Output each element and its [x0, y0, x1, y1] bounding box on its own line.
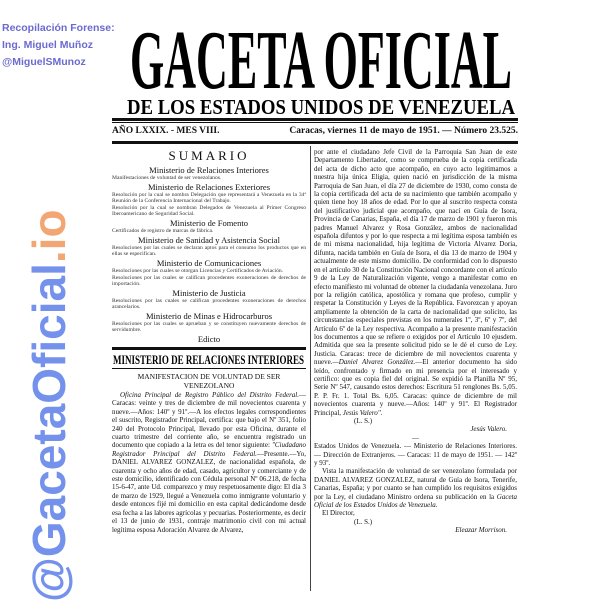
masthead-subtitle-wrap: [126, 95, 518, 117]
signature: Eleazar Morrison.: [455, 526, 507, 535]
seal-mark: (L. S.): [354, 517, 373, 526]
column-divider: [310, 146, 311, 591]
site-watermark: [22, 92, 76, 602]
body-paragraph: Oficina Principal de Registro Público del Distrito Federal.—Caracas: veinte y tres de diciembre de mil novecientos cuarenta y nueve.—Años: 140º y 91º.—A los efectos legales correspondientes el suscrito, Registrador Principal, certifica: que bajo el Nº 351, folio 240 del Protocolo Principal, llevado por esta Oficina, durante el cuarto trimestre del corriente año, se encuentra registrado un documento que copiado a la letra es del tenor siguiente: "Ciudadano Registrador Principal del Distrito Federal.—Presente.—Yo, DANIEL ALVAREZ GONZALEZ, de nacionalidad española, de cuarenta y ocho años de edad, casado, agricultor y comerciante y de este domicilio, identificado con Cédula personal Nº 06.218, de fecha 15-6-47, ante Ud. comparezco y muy respetuosamente digo: El día 3 de marzo de 1929, llegué a Venezuela como inmigrante voluntario y desde entonces fijé mi domicilio en esta capital dedicándome desde esa fecha a las labores agrícolas y pecuarias. Posteriormente, es decir el 13 de junio de 1931, contraje matrimonio civil con mi actual legítima esposa Adoración Alvarez de Alvarez,: [112, 391, 306, 534]
sumario-ministry: Ministerio de Relaciones Exteriores: [147, 182, 271, 192]
masthead-subtitle: DE LOS ESTADOS UNIDOS DE VENEZUELA: [127, 95, 516, 117]
sumario-item: Resoluciones por las cuales se aprueban y se constituyen nuevamente derechos de servidumbre.: [112, 321, 306, 333]
divider: [112, 122, 518, 123]
sumario-title: SUMARIO: [168, 148, 250, 163]
sumario-ministry: Ministerio de Justicia: [172, 288, 246, 298]
masthead-title-wrap: [128, 8, 516, 94]
left-column: [112, 148, 306, 534]
sumario-ministry: Ministerio de Fomento: [170, 218, 248, 228]
credit-line: Ing. Miguel Muñoz: [2, 39, 93, 51]
body-paragraph: por ante el ciudadano Jefe Civil de la Parroquia San Juan de este Departamento Libertador, como se comprueba de la copia certificada del acta de dicho acto que acompaño, en cuyo acto legitimamos a nuestra hija única Eligia, quien nació en jurisdicción de la misma Parroquia de San Juan, el día 27 de diciembre de 1930, como consta de la copia certificada del acta de su nacimiento que también acompaño y quien tiene hoy 18 años de edad. Por lo que al suscrito respecta consta del justificativo judicial que acompaño, que nací en Guía de Isora, Provincia de Canarias, España, el día 17 de marzo de 1901 y fueron mis padres Manuel Alvarez y Rosa González, ambos de nacionalidad española difuntos y por lo que respecta a mi legítima esposa también es de mi misma nacionalidad, hija legítima de Victoria Alvarez Doria, difunta, nacida también en Guía de Isora, el día 13 de marzo de 1904 y actualmente de este mismo domicilio. De conformidad con lo dispuesto en el artículo 30 de la Constitución Nacional concordante con el artículo 9 de la Ley de Naturalización vigente, vengo a manifestar como en efecto manifiesto mi voluntad de obtener la ciudadanía venezolana. Juro por la religión católica, apostólica y romana que profeso, cumplir y respetar la Constitución y Leyes de la República. Favorezcan y apoyan ampliamente la obtención de la carta de nacionalidad que solicito, las circunstancias especiales previstas en los numerales 1º, 3º, 6º y 7º, del Artículo 6º de la Ley respectiva. Acompaño a la presente manifestación los documentos a que se refiere o exigidos por el Artículo 10 ejusdem. Admitida que sea la presente solicitud pido se le dé el curso de Ley. Justicia. Caracas: trece de diciembre de mil novecientos cuarenta y nueve.—Daniel Alvarez González.—El anterior documento ha sido leído, confrontado y firmado en mi presencia por el interesado y certifico: que es copia fiel del original. Se expidió la Planilla Nº 95, Serie Nº 547, causando estos derechos: Escritura 51 renglones Bs. 5,05. P. P. Fr. 1. Total Bs. 6,05. Caracas: quince de diciembre de mil novecientos cuarenta y nueve.—Años: 140º y 91º. El Registrador Principal, Jesús Valero".: [314, 148, 518, 417]
body-paragraph: Estados Unidos de Venezuela. — Ministerio de Relaciones Interiores. — Dirección de Extranjeros. — Caracas: 11 de mayo de 1951. — 142º y 93º.: [314, 442, 517, 468]
sumario-item: Certificados de registro de marcas de fábrica.: [112, 228, 214, 234]
sumario-item: Manifestaciones de voluntad de ser venezolanos.: [112, 175, 222, 181]
sumario-item: Resoluciones por las cuales se otorgan Licencias y Certificados de Aviación.: [112, 268, 284, 274]
divider: [112, 118, 518, 121]
divider: [112, 141, 518, 144]
watermark-main: @GacetaOficial: [23, 263, 75, 602]
masthead-title: GACETA OFICIAL: [130, 14, 512, 94]
sumario-item: Resoluciones por las cuales se califican procedentes exoneraciones de derechos arancelarios.: [112, 298, 306, 310]
sumario-item: Resolución por la cual se nombra Delegación que representará a Venezuela en la 34ª Reunión de la Conferencia Internacional del Trabajo.: [112, 192, 306, 204]
credit-line: Recopilación Forense:: [2, 22, 115, 34]
manifest-title: MANIFESTACION DE VOLUNTAD DE SER VENEZOLANO: [137, 372, 281, 390]
sumario-ministry: Edicto: [197, 334, 221, 344]
issue-year: AÑO LXXIX. - MES VIII.: [112, 126, 220, 136]
sumario-item: Resolución por la cual se nombran Delegados de Venezuela al Primer Congreso Iberoamericano de Seguridad Social.: [112, 205, 306, 217]
watermark-suffix: .io: [23, 209, 75, 264]
sumario-ministry: Ministerio de Relaciones Interiores: [149, 165, 269, 175]
issue-date: Caracas, viernes 11 de mayo de 1951.: [289, 126, 440, 136]
seal-mark: (L. S.): [354, 417, 373, 425]
credit-line: @MiguelSMunoz: [2, 56, 86, 68]
sumario-item: Resoluciones por las cuales se califican procedentes exoneraciones de derechos de importación.: [112, 275, 306, 287]
sumario-list: [112, 165, 306, 344]
sumario-ministry: Ministerio de Comunicaciones: [156, 258, 262, 268]
signature: Jesús Valero.: [470, 425, 507, 434]
sumario-ministry: Ministerio de Sanidad y Asistencia Social: [138, 235, 280, 245]
director-label: El Director,: [322, 509, 355, 518]
issue-number: — Número 23.525.: [442, 126, 518, 136]
section-heading: MINISTERIO DE RELACIONES INTERIORES: [113, 352, 304, 366]
dateline: [112, 126, 518, 136]
right-column: [314, 148, 517, 535]
credit-watermark: [2, 20, 120, 71]
section-heading-wrap: [112, 347, 306, 369]
sumario-ministry: Ministerio de Minas e Hidrocarburos: [145, 311, 273, 321]
body-paragraph: Vista la manifestación de voluntad de ser venezolano formulada por DANIEL ALVAREZ GONZALEZ, natural de Guía de Isora, Tenerife, Canarias, España; y por cuanto se han cumplido los requisitos exigidos por la Ley, el ciudadano Ministro ordena su publicación en la Gaceta Oficial de los Estados Unidos de Venezuela.: [314, 467, 517, 510]
separator: —: [412, 433, 419, 442]
sumario-item: Resoluciones por las cuales se declaran aptos para el consumo los productos que en ellas se especifican.: [112, 245, 306, 257]
